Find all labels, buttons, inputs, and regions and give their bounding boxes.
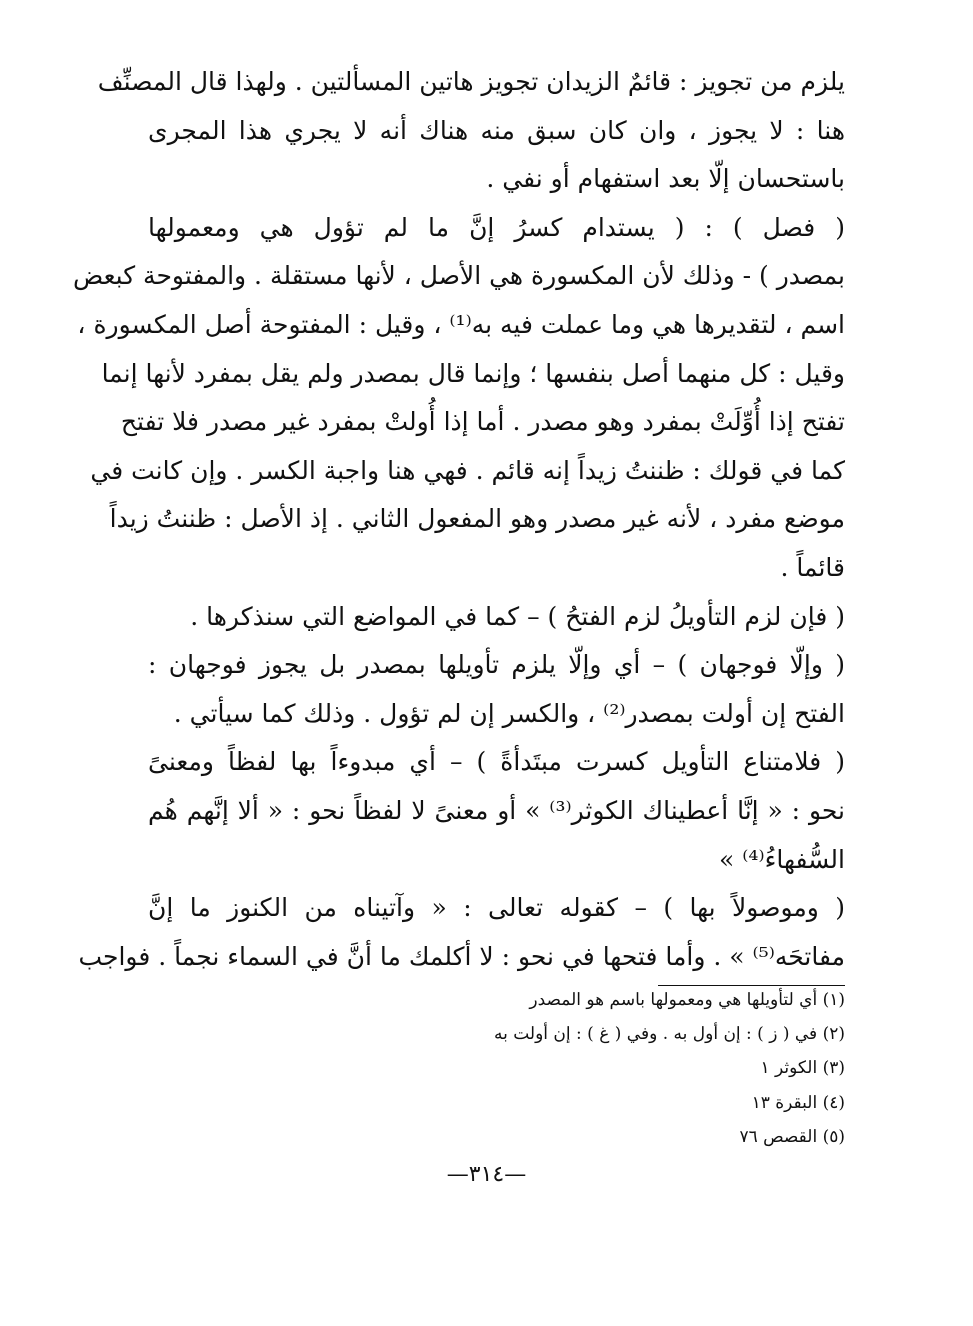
footnote-5: (٥) القصص ٧٦: [739, 1126, 845, 1147]
text-line-18: ( وموصولاً بها ) – كقوله تعالى : « وآتيناه من الكنوز ما إنَّ: [148, 893, 845, 923]
page-number: —٣١٤—: [446, 1162, 527, 1187]
text-line-4: ( فصل ) : ( يستدام كسرُ إنَّ ما لم تؤول هي ومعمولها: [148, 212, 845, 242]
text-line-19: مفاتحَه⁽⁵⁾ » . وأما فتحها في نحو : لا أكلمك ما أنَّ في السماء نجماً . فواجب: [78, 941, 845, 971]
footnote-2: (٢) في ( ز ) : إن أول به . وفي ( غ ) : إن أولت به: [493, 1024, 845, 1045]
footnote-4: (٤) البقرة ١٣: [751, 1092, 845, 1113]
footnotes: [148, 983, 845, 1154]
text-line-6: اسم ، لتقديرها هي وما عملت فيه به⁽¹⁾ ، وقيل : المفتوحة أصل المكسورة ،: [77, 309, 845, 339]
text-line-16: نحو : « إنَّا أعطيناك الكوثر⁽³⁾ » أو معنىً لا لفظاً نحو : « ألا إنَّهم هُم: [148, 795, 845, 825]
text-line-5: بمصدر ) - وذلك لأن المكسورة هي الأصل ، لأنها مستقلة . والمفتوحة كبعض: [72, 261, 845, 291]
text-line-8: تفتح إذا أُوِّلَتْ بمفرد وهو مصدر . أما إذا أُولتْ بمفرد غير مصدر فلا تفتح: [120, 407, 845, 437]
body-text: [72, 58, 845, 981]
text-line-12: ( فإن لزم التأويلُ لزم الفتحُ ) – كما في المواضع التي سنذكرها .: [190, 601, 845, 631]
text-line-2: هنا : لا يجوز ، وان كان سبق منه هناك أنه لا يجري هذا المجرى: [148, 115, 845, 145]
text-line-13: ( وإلّا فوجهان ) – أي وإلّا يلزم تأويلها بمصدر بل يجوز فوجهان :: [148, 650, 845, 680]
text-line-7: وقيل : كل منهما أصل بنفسها ؛ وإنما قال بمصدر ولم يقل بمفرد لأنها إنما: [101, 358, 845, 388]
text-line-17: السُّفهاءُ⁽⁴⁾ »: [719, 844, 845, 874]
footnote-3: (٣) الكوثر ١: [760, 1058, 845, 1079]
text-line-9: كما في قولك : ظننتُ زيداً إنه قائم . فهي هنا واجبة الكسر . وإن كانت في: [90, 455, 845, 485]
text-line-1: يلزم من تجويز : قائمٌ الزيدان تجويز هاتين المسألتين . ولهذا قال المصنِّف: [97, 67, 845, 96]
text-line-11: قائماً .: [780, 552, 845, 582]
text-line-3: باستحسان إلّا بعد استفهام أو نفي .: [486, 164, 845, 194]
text-line-15: ( فلامتناع التأويل كسرت مبتَدأةً ) – أي مبدوءاً بها لفظاً ومعنىً: [148, 747, 845, 777]
footnote-1: (١) أي لتأويلها هي ومعمولها باسم هو المصدر: [529, 990, 845, 1010]
text-line-14: الفتح إن أولت بمصدر⁽²⁾ ، والكسر إن لم تؤول . وذلك كما سيأتي .: [173, 698, 845, 728]
text-line-10: موضع مفرد ، لأنه غير مصدر وهو المفعول الثاني . إذ الأصل : ظننتُ زيداً: [109, 504, 845, 534]
